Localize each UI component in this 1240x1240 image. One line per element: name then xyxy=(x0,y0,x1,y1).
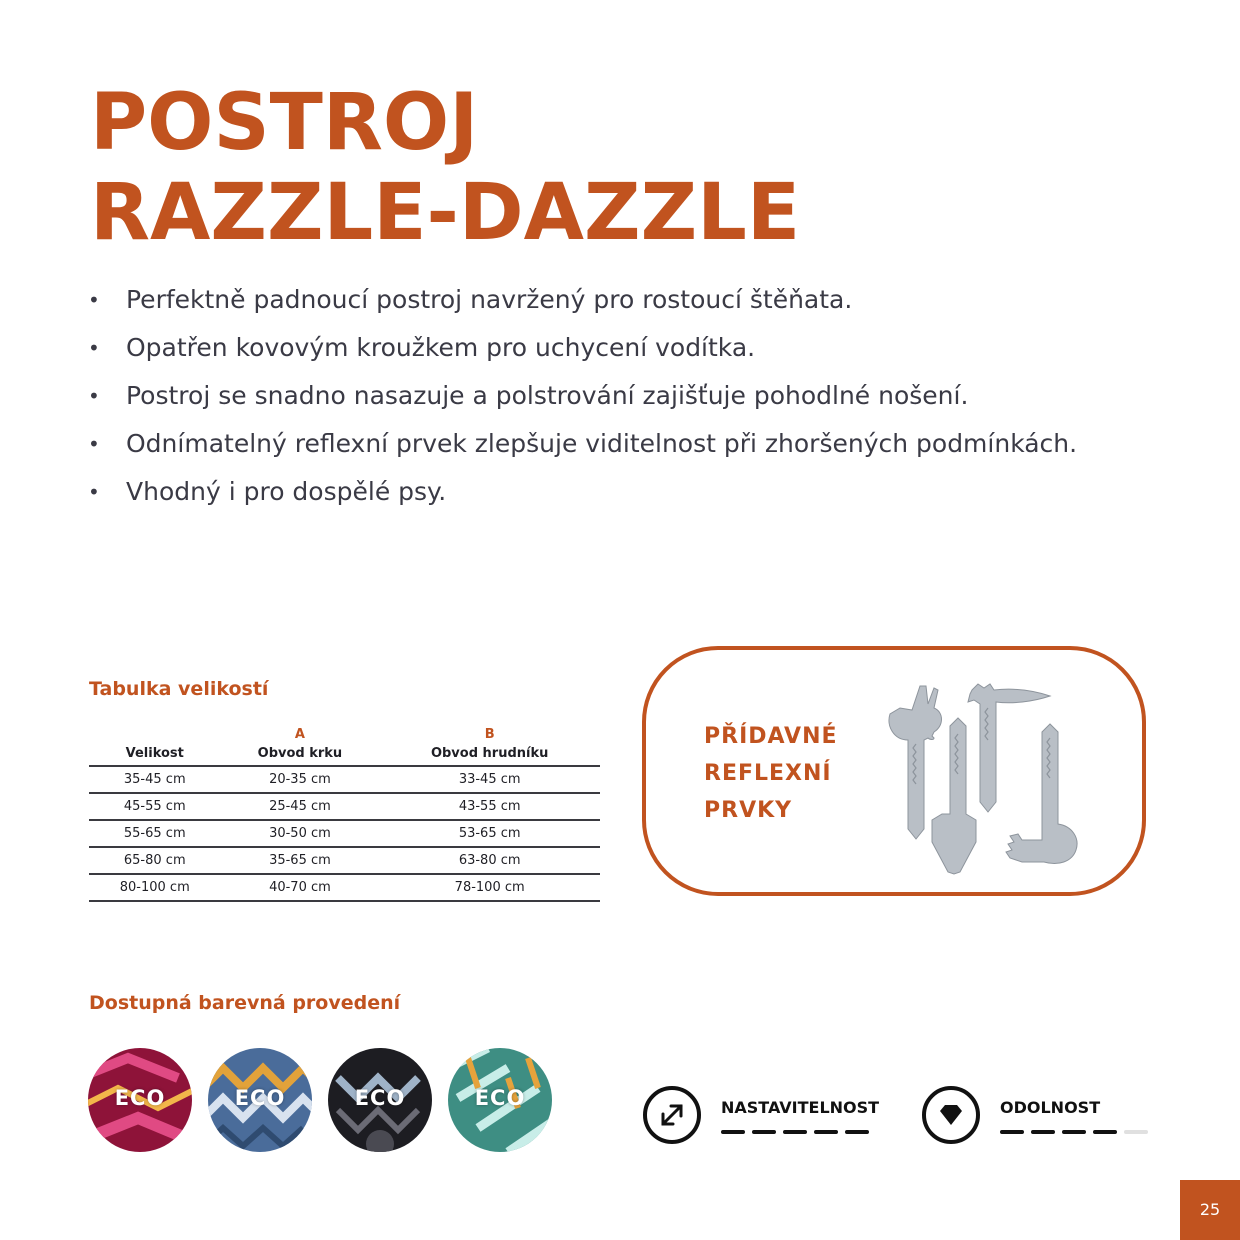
bullet-item: • Perfektně padnoucí postroj navržený pro rostoucí štěňata. xyxy=(88,276,1077,324)
rating-dash xyxy=(783,1130,807,1134)
bullet-icon: • xyxy=(88,288,100,312)
table-row: 45-55 cm 25-45 cm 43-55 cm xyxy=(89,793,600,820)
feature-label: ODOLNOST xyxy=(1000,1098,1101,1117)
rating-dash xyxy=(1093,1130,1117,1134)
page-title xyxy=(90,78,800,258)
reflective-elements-box xyxy=(642,646,1146,896)
rating-dash xyxy=(721,1130,745,1134)
rating-dash xyxy=(1031,1130,1055,1134)
rating-dash xyxy=(814,1130,838,1134)
feature-label: NASTAVITELNOST xyxy=(721,1098,880,1117)
table-row: 35-45 cm 20-35 cm 33-45 cm xyxy=(89,766,600,793)
color-swatch[interactable] xyxy=(448,1048,552,1152)
rating-bar xyxy=(721,1130,876,1149)
bullet-icon: • xyxy=(88,384,100,408)
bullet-item: • Vhodný i pro dospělé psy. xyxy=(88,468,1077,516)
title-line-2: RAZZLE-DAZZLE xyxy=(90,168,801,258)
bullet-item: • Postroj se snadno nasazuje a polstrování zajišťuje pohodlné nošení. xyxy=(88,372,1077,420)
size-table-header-row xyxy=(89,726,600,766)
column-header: B Obvod hrudníku xyxy=(430,727,549,761)
rating-dash xyxy=(1062,1130,1086,1134)
bullet-icon: • xyxy=(88,480,100,504)
column-header: Velikost xyxy=(125,746,184,761)
size-table-heading: Tabulka velikostí xyxy=(89,678,269,700)
table-row: 65-80 cm 35-65 cm 63-80 cm xyxy=(89,847,600,874)
rating-bar xyxy=(1000,1130,1155,1149)
color-swatch[interactable] xyxy=(88,1048,192,1152)
title-line-1: POSTROJ xyxy=(90,78,479,168)
feature-bullet-list xyxy=(88,276,1077,516)
bullet-icon: • xyxy=(88,336,100,360)
rating-dash xyxy=(752,1130,776,1134)
column-header: A Obvod krku xyxy=(257,727,343,761)
table-row: 55-65 cm 30-50 cm 53-65 cm xyxy=(89,820,600,847)
diamond-icon xyxy=(922,1086,980,1144)
reflective-elements-label: PŘÍDAVNÉ REFLEXNÍ PRVKY xyxy=(704,724,838,823)
bullet-item: • Opatřen kovovým kroužkem pro uchycení vodítka. xyxy=(88,324,1077,372)
color-swatch[interactable] xyxy=(328,1048,432,1152)
reflective-tags-image xyxy=(872,674,1092,879)
page-number: 25 xyxy=(1180,1180,1240,1240)
eco-badge: ECO xyxy=(354,1086,406,1110)
bullet-item: • Odnímatelný reflexní prvek zlepšuje viditelnost při zhoršených podmínkách. xyxy=(88,420,1077,468)
eco-badge: ECO xyxy=(114,1086,166,1110)
color-swatch[interactable] xyxy=(208,1048,312,1152)
eco-badge: ECO xyxy=(474,1086,526,1110)
colors-heading: Dostupná barevná provedení xyxy=(89,992,401,1014)
resize-arrows-icon xyxy=(643,1086,701,1144)
rating-dash xyxy=(1000,1130,1024,1134)
rating-dash xyxy=(845,1130,869,1134)
eco-badge: ECO xyxy=(234,1086,286,1110)
rating-dash xyxy=(1124,1130,1148,1134)
size-table xyxy=(89,726,600,902)
bullet-icon: • xyxy=(88,432,100,456)
table-row: 80-100 cm 40-70 cm 78-100 cm xyxy=(89,874,600,901)
